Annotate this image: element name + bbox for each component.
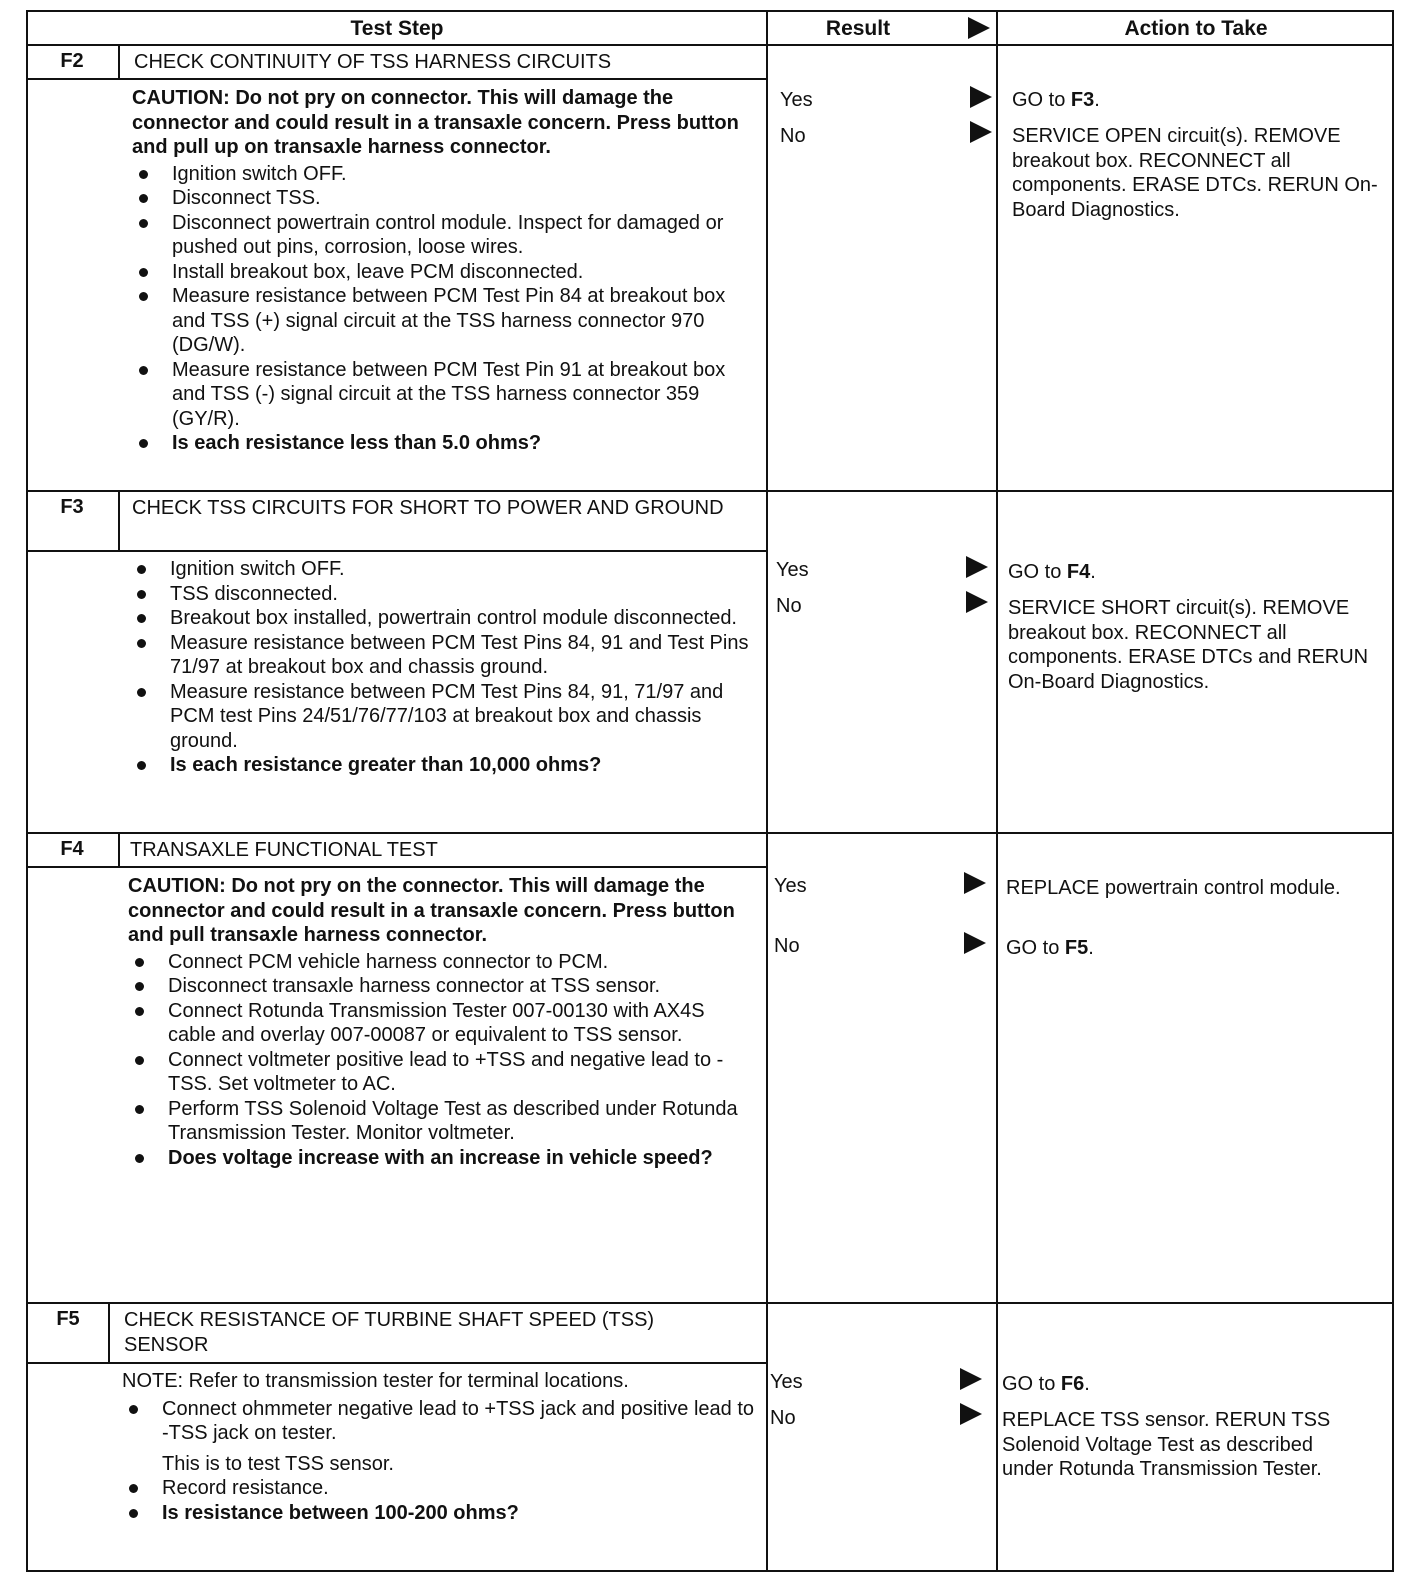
result-yes-f3: Yes xyxy=(776,559,809,581)
step-body-f2 xyxy=(132,86,754,456)
result-no-f4: No xyxy=(774,935,800,957)
header-result: Result xyxy=(825,17,891,40)
list-item: Measure resistance between PCM Test Pin 91 at breakout box and TSS (-) signal circuit at the TSS harness connector 359 (GY/R). xyxy=(132,358,754,432)
row-rule-f4 xyxy=(28,832,1392,834)
action-yes-f5: GO to F6. xyxy=(1002,1373,1090,1395)
step-list xyxy=(122,1476,754,1525)
header-rule xyxy=(28,44,1392,46)
step-title-f5: CHECK RESISTANCE OF TURBINE SHAFT SPEED (TSS) SENSOR xyxy=(124,1309,655,1356)
result-arrow-icon xyxy=(964,932,986,954)
list-item: Connect PCM vehicle harness connector to PCM. xyxy=(128,950,754,975)
action-no-f2: SERVICE OPEN circuit(s). REMOVE breakout box. RECONNECT all components. ERASE DTCs. RERUN On-Board Diagnostics. xyxy=(1012,125,1378,221)
question-item: Is each resistance greater than 10,000 ohms? xyxy=(130,753,754,778)
title-rule-f5 xyxy=(28,1362,766,1364)
step-title-f2: CHECK CONTINUITY OF TSS HARNESS CIRCUITS xyxy=(134,51,612,73)
title-rule-f3 xyxy=(28,550,766,552)
step-id-f4: F4 xyxy=(60,838,84,860)
id-divider-f5 xyxy=(108,1302,110,1362)
row-rule-f5 xyxy=(28,1302,1392,1304)
step-body-f5 xyxy=(122,1369,754,1525)
step-title-f3: CHECK TSS CIRCUITS FOR SHORT TO POWER AND GROUND xyxy=(132,497,724,519)
step-body-f4 xyxy=(128,874,754,1170)
list-item: Install breakout box, leave PCM disconnected. xyxy=(132,260,754,285)
action-no-f3: SERVICE SHORT circuit(s). REMOVE breakout box. RECONNECT all components. ERASE DTCs and RERUN On-Board Diagnostics. xyxy=(1008,597,1369,693)
caution-text: CAUTION: Do not pry on the connector. This will damage the connector and could result in a transaxle concern. Press button and pull transaxle harness connector. xyxy=(128,875,735,946)
sub-text: This is to test TSS sensor. xyxy=(162,1452,394,1475)
list-item: Disconnect TSS. xyxy=(132,186,754,211)
result-arrow-icon xyxy=(966,556,988,578)
id-divider-f2 xyxy=(118,44,120,78)
list-item: Measure resistance between PCM Test Pins 84, 91 and Test Pins 71/97 at breakout box and chassis ground. xyxy=(130,631,754,680)
step-id-f3: F3 xyxy=(60,496,84,518)
action-yes-f2: GO to F3. xyxy=(1012,89,1100,111)
result-yes-f4: Yes xyxy=(774,875,807,897)
result-arrow-icon xyxy=(970,121,992,143)
list-item: Ignition switch OFF. xyxy=(132,162,754,187)
list-item: Measure resistance between PCM Test Pin 84 at breakout box and TSS (+) signal circuit at the TSS harness connector 970 (DG/W). xyxy=(132,284,754,358)
step-list xyxy=(130,557,754,778)
id-divider-f3 xyxy=(118,490,120,550)
step-title-f4: TRANSAXLE FUNCTIONAL TEST xyxy=(130,839,438,861)
divider-action xyxy=(996,12,998,1570)
result-arrow-icon xyxy=(960,1403,982,1425)
header-test-step: Test Step xyxy=(350,17,444,40)
question-item: Is resistance between 100-200 ohms? xyxy=(122,1501,754,1526)
list-item: Disconnect powertrain control module. Inspect for damaged or pushed out pins, corrosion, loose wires. xyxy=(132,211,754,260)
header-arrow-icon xyxy=(968,17,990,39)
list-item: Connect voltmeter positive lead to +TSS and negative lead to -TSS. Set voltmeter to AC. xyxy=(128,1048,754,1097)
result-yes-f5: Yes xyxy=(770,1371,803,1393)
result-arrow-icon xyxy=(970,86,992,108)
list-item: Breakout box installed, powertrain control module disconnected. xyxy=(130,606,754,631)
question-item: Does voltage increase with an increase in vehicle speed? xyxy=(128,1146,754,1171)
step-id-f2: F2 xyxy=(60,50,84,72)
title-rule-f2 xyxy=(28,78,766,80)
result-arrow-icon xyxy=(964,872,986,894)
list-item: Ignition switch OFF. xyxy=(130,557,754,582)
step-list xyxy=(132,162,754,456)
step-list xyxy=(128,950,754,1171)
action-yes-f4: REPLACE powertrain control module. xyxy=(1006,877,1341,899)
divider-result xyxy=(766,12,768,1570)
list-item: Measure resistance between PCM Test Pins 84, 91, 71/97 and PCM test Pins 24/51/76/77/103 at breakout box and chassis ground. xyxy=(130,680,754,754)
id-divider-f4 xyxy=(118,832,120,866)
action-no-f5: REPLACE TSS sensor. RERUN TSS Solenoid Voltage Test as described under Rotunda Transmission Tester. xyxy=(1002,1409,1331,1480)
list-item: Perform TSS Solenoid Voltage Test as described under Rotunda Transmission Tester. Monitor voltmeter. xyxy=(128,1097,754,1146)
result-arrow-icon xyxy=(960,1368,982,1390)
list-item: Connect ohmmeter negative lead to +TSS jack and positive lead to -TSS jack on tester. xyxy=(122,1397,754,1446)
list-item: Record resistance. xyxy=(122,1476,754,1501)
result-no-f2: No xyxy=(780,125,806,147)
list-item: TSS disconnected. xyxy=(130,582,754,607)
question-item: Is each resistance less than 5.0 ohms? xyxy=(132,431,754,456)
row-rule-f3 xyxy=(28,490,1392,492)
title-rule-f4 xyxy=(28,866,766,868)
action-no-f4: GO to F5. xyxy=(1006,937,1094,959)
result-arrow-icon xyxy=(966,591,988,613)
result-no-f3: No xyxy=(776,595,802,617)
header-action: Action to Take xyxy=(1124,17,1268,40)
diagnostic-table xyxy=(26,10,1394,1572)
result-yes-f2: Yes xyxy=(780,89,813,111)
step-id-f5: F5 xyxy=(56,1308,80,1330)
list-item: Disconnect transaxle harness connector at TSS sensor. xyxy=(128,974,754,999)
result-no-f5: No xyxy=(770,1407,796,1429)
step-body-f3 xyxy=(130,557,754,778)
caution-text: CAUTION: Do not pry on connector. This will damage the connector and could result in a transaxle concern. Press button and pull up on transaxle harness connector. xyxy=(132,87,739,158)
note-text: NOTE: Refer to transmission tester for terminal locations. xyxy=(122,1370,629,1392)
step-list xyxy=(122,1397,754,1446)
action-yes-f3: GO to F4. xyxy=(1008,561,1096,583)
list-item: Connect Rotunda Transmission Tester 007-00130 with AX4S cable and overlay 007-00087 or equivalent to TSS sensor. xyxy=(128,999,754,1048)
